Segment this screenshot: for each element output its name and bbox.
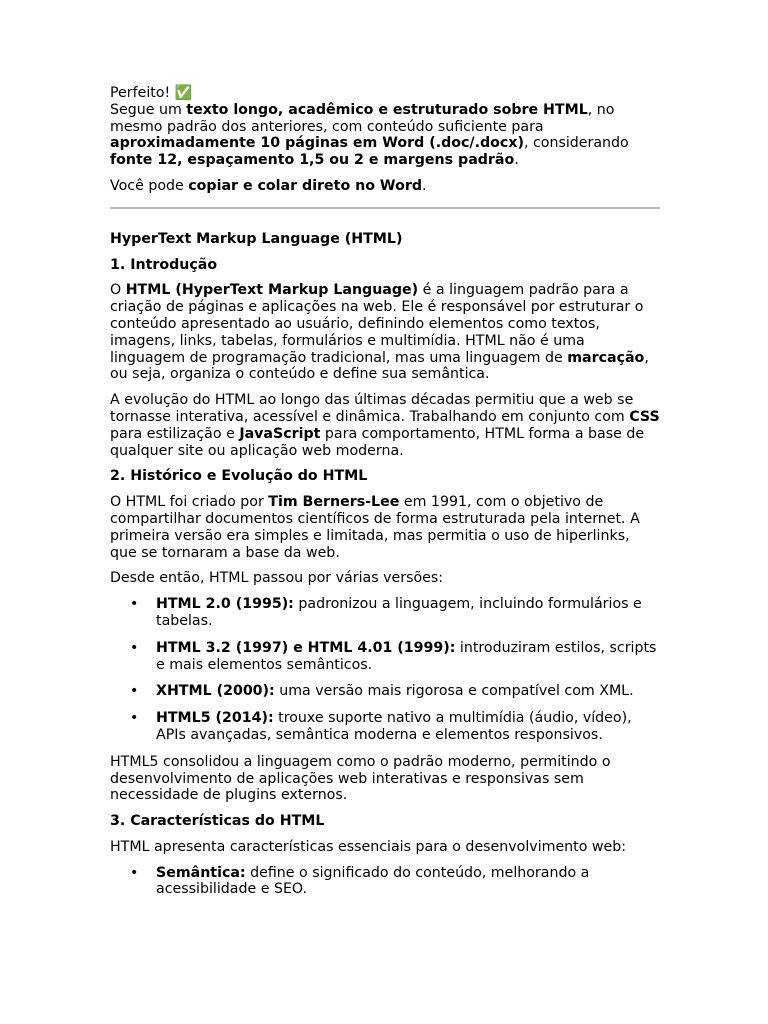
text-run: para comportamento, HTML forma a base de qualquer site ou aplicação web moderna. — [110, 425, 645, 459]
text-run: introduziram estilos, scripts e mais elementos semânticos. — [156, 639, 657, 673]
section1-paragraph-2 — [110, 392, 660, 459]
bullet-icon: • — [130, 683, 139, 700]
document-title: HyperText Markup Language (HTML) — [110, 230, 403, 247]
intro-greeting-text: Perfeito! ✅ — [110, 85, 193, 101]
list-item — [110, 710, 660, 744]
list-item — [110, 865, 660, 899]
text-run: O HTML foi criado por — [110, 494, 269, 511]
bold-run: CSS — [629, 408, 660, 425]
text-run: . — [514, 152, 519, 169]
text-run: trouxe suporte nativo a multimídia (áudio, vídeo), APIs avançadas, semântica moderna e elementos responsivos. — [156, 710, 632, 743]
bullet-icon: • — [130, 596, 139, 613]
bold-run: Semântica: — [156, 864, 246, 881]
bold-run: HTML 2.0 (1995): — [156, 596, 294, 613]
text-run: , ou seja, organiza o conteúdo e define sua semântica. — [110, 349, 649, 383]
section2-paragraph-1 — [110, 494, 660, 561]
text-run: define o significado do conteúdo, melhorando a acessibilidade e SEO. — [156, 864, 590, 898]
list-item — [110, 683, 660, 700]
intro-copy-note — [110, 178, 660, 195]
section-heading-historico: 2. Histórico e Evolução do HTML — [110, 468, 368, 485]
text-run: Você pode — [110, 177, 189, 194]
text-run: A evolução do HTML ao longo das últimas décadas permitiu que a web se tornasse interativa, acessível e dinâmica. Trabalhando em conjunto com — [110, 392, 634, 425]
text-run: , considerando — [523, 135, 629, 152]
text-run: padronizou a linguagem, incluindo formulários e tabelas. — [156, 596, 642, 629]
bold-run: JavaScript — [239, 425, 321, 442]
list-item — [110, 640, 660, 674]
section1-paragraph-1 — [110, 282, 660, 383]
text-run: . — [421, 177, 427, 194]
bold-run: HTML (HyperText Markup Language) — [125, 282, 419, 299]
bold-run: HTML 3.2 (1997) e HTML 4.01 (1999): — [156, 639, 456, 656]
text-run: uma versão mais rigorosa e compatível com XML. — [274, 683, 634, 700]
section2-paragraph-2: Desde então, HTML passou por várias versões: — [110, 570, 444, 587]
horizontal-divider — [110, 207, 660, 209]
bold-run: aproximadamente 10 páginas em Word (.doc/.docx) — [110, 135, 524, 152]
versions-list — [110, 596, 660, 744]
intro-paragraph — [110, 102, 660, 169]
text-run: , no mesmo padrão dos anteriores, com conteúdo suficiente para — [110, 101, 615, 135]
text-run: para estilização e — [110, 425, 240, 442]
section-heading-introducao: 1. Introdução — [110, 256, 218, 273]
section-heading-caracteristicas: 3. Características do HTML — [110, 813, 325, 830]
bullet-icon: • — [130, 864, 139, 881]
text-run: é a linguagem padrão para a criação de páginas e aplicações na web. Ele é responsável por estruturar o conteúdo apresentado ao usuário, definindo elementos como textos, imagens, links, tabelas, formulários e multimídia. HTML não é uma linguagem de programação tradicional, mas uma linguagem de — [110, 282, 644, 366]
text-run: O — [110, 282, 126, 299]
bold-run: Tim Berners-Lee — [268, 494, 400, 511]
bold-run: HTML5 (2014): — [156, 710, 274, 727]
bold-run: texto longo, acadêmico e estruturado sobre HTML — [186, 101, 588, 118]
intro-greeting — [110, 85, 660, 102]
text-run: em 1991, com o objetivo de compartilhar documentos científicos de forma estruturada pela internet. A primeira versão era simples e limitada, mas permitia o uso de hiperlinks, que se tornaram a base da web. — [110, 494, 640, 561]
list-item — [110, 596, 660, 630]
bold-run: XHTML (2000): — [156, 683, 275, 700]
bold-run: marcação — [567, 349, 645, 366]
bullet-icon: • — [130, 710, 139, 727]
features-list — [110, 865, 660, 899]
text-run: Segue um — [110, 101, 187, 118]
document-content — [110, 85, 660, 908]
section3-paragraph-1: HTML apresenta características essenciais para o desenvolvimento web: — [110, 838, 627, 855]
section2-paragraph-3: HTML5 consolidou a linguagem como o padrão moderno, permitindo o desenvolvimento de aplicações web interativas e responsivas sem necessidade de plugins externos. — [110, 753, 611, 804]
bold-run: fonte 12, espaçamento 1,5 ou 2 e margens padrão — [110, 152, 515, 169]
bold-run: copiar e colar direto no Word — [188, 177, 422, 194]
bullet-icon: • — [130, 639, 139, 656]
